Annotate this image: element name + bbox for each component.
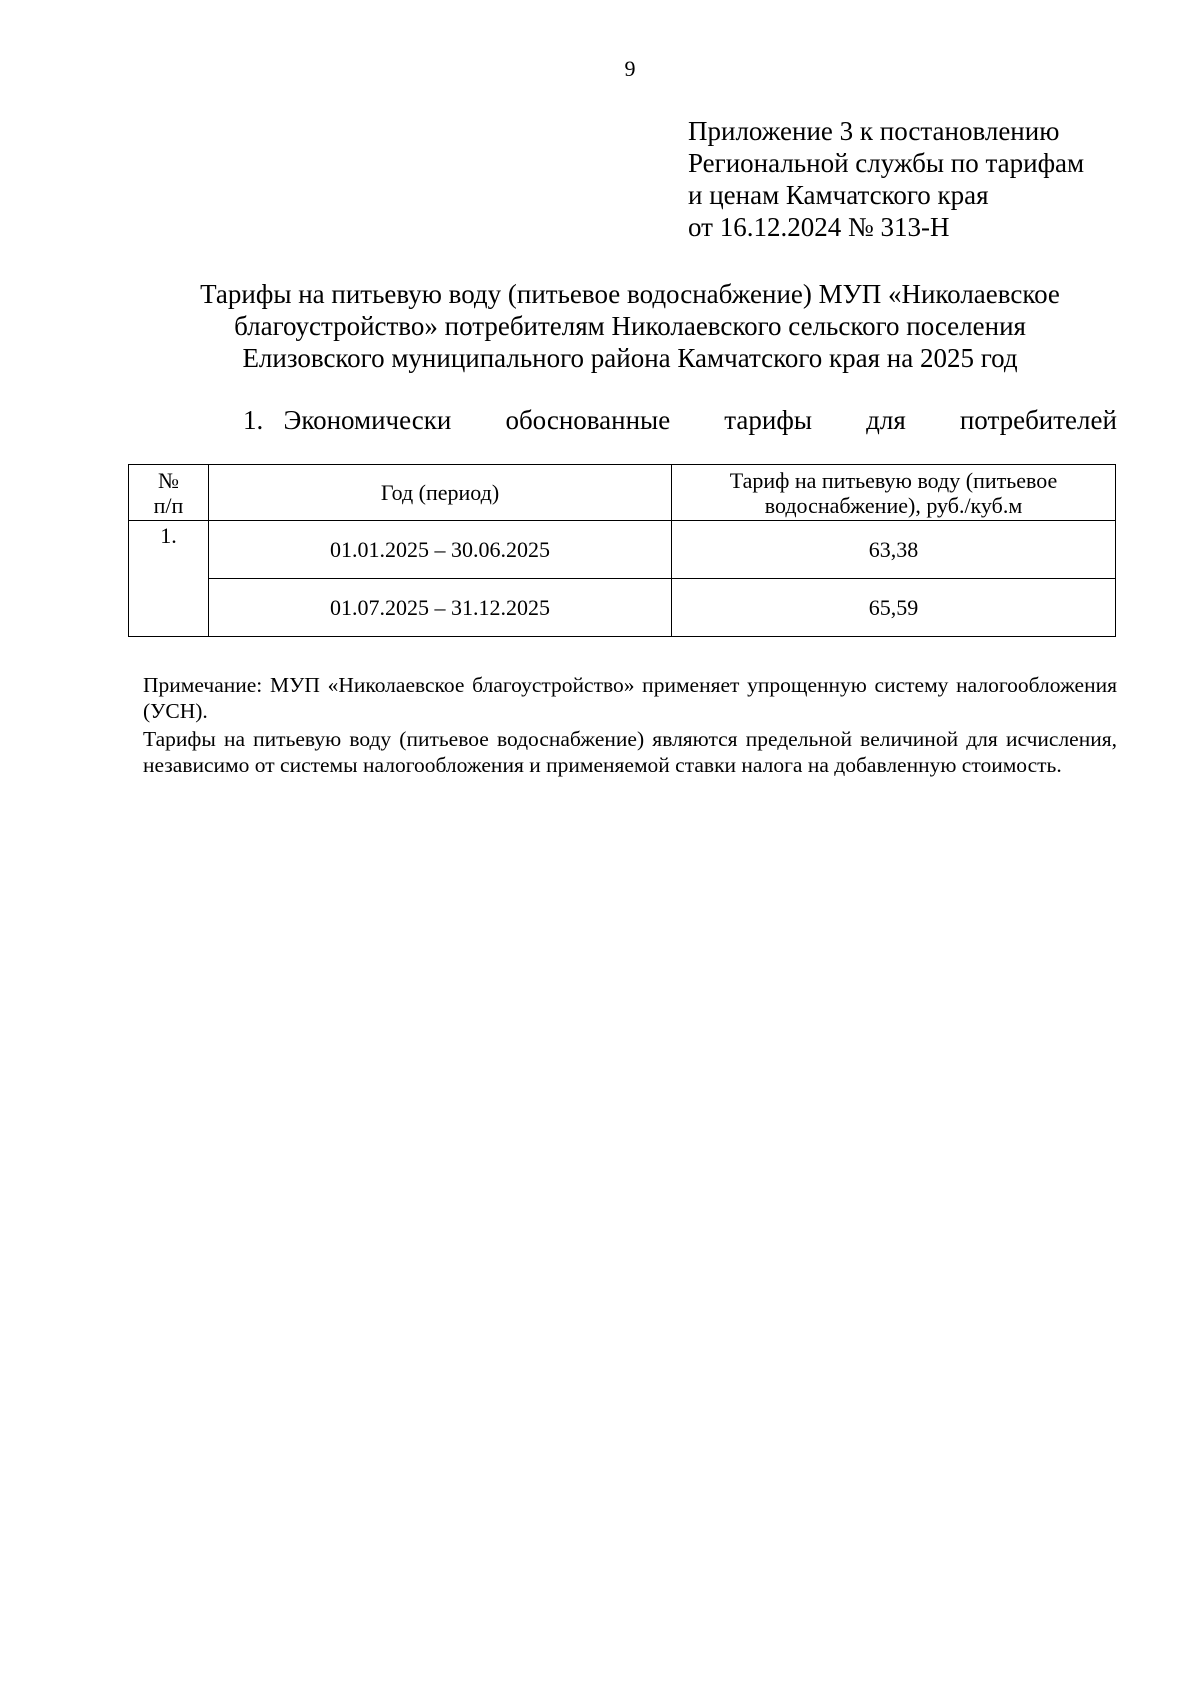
header-number-symbol: № xyxy=(158,467,179,493)
row-number: 1. xyxy=(129,521,209,637)
row-tariff: 63,38 xyxy=(672,521,1116,579)
appendix-line: и ценам Камчатского края xyxy=(688,180,989,210)
table-row xyxy=(129,579,1116,637)
title-line: Елизовского муниципального района Камчатского края на 2025 год xyxy=(242,343,1018,373)
note-tariff-limit: Тарифы на питьевую воду (питьевое водоснабжение) являются предельной величиной для исчисления, независимо от системы налогообложения и применяемой ставки налога на добавленную стоимость. xyxy=(143,727,1117,777)
appendix-header xyxy=(688,115,1084,243)
note-tax-system: Примечание: МУП «Николаевское благоустройство» применяет упрощенную систему налогообложения (УСН). xyxy=(143,673,1117,723)
section-heading-word: тарифы xyxy=(724,405,812,435)
section-heading-word: обоснованные xyxy=(505,405,671,435)
tariff-table xyxy=(128,464,1116,637)
appendix-line: Приложение 3 к постановлению xyxy=(688,116,1060,146)
notes xyxy=(143,672,1117,778)
section-number: 1. xyxy=(243,405,264,435)
row-period: 01.07.2025 – 31.12.2025 xyxy=(209,579,672,637)
header-tariff-line: водоснабжение), руб./куб.м xyxy=(764,492,1023,518)
section-heading-word: Экономически xyxy=(283,405,452,435)
table-header-row xyxy=(129,465,1116,521)
row-tariff: 65,59 xyxy=(672,579,1116,637)
header-number xyxy=(129,465,209,521)
header-period: Год (период) xyxy=(209,465,672,521)
appendix-line: Региональной службы по тарифам xyxy=(688,148,1085,178)
title-line: благоустройство» потребителям Николаевского сельского поселения xyxy=(234,311,1026,341)
row-period: 01.01.2025 – 30.06.2025 xyxy=(209,521,672,579)
document-title xyxy=(130,278,1130,374)
section-heading xyxy=(243,404,1117,436)
header-tariff xyxy=(672,465,1116,521)
section-heading-word xyxy=(243,404,451,436)
appendix-line: от 16.12.2024 № 313-Н xyxy=(688,212,950,242)
section-heading-word: потребителей xyxy=(959,405,1117,435)
table-row xyxy=(129,521,1116,579)
section-heading-word: для xyxy=(866,405,906,435)
page-number: 9 xyxy=(624,56,636,81)
title-line: Тарифы на питьевую воду (питьевое водоснабжение) МУП «Николаевское xyxy=(200,279,1060,309)
header-tariff-line: Тариф на питьевую воду (питьевое xyxy=(729,467,1058,493)
header-number-abbr: п/п xyxy=(153,492,184,518)
